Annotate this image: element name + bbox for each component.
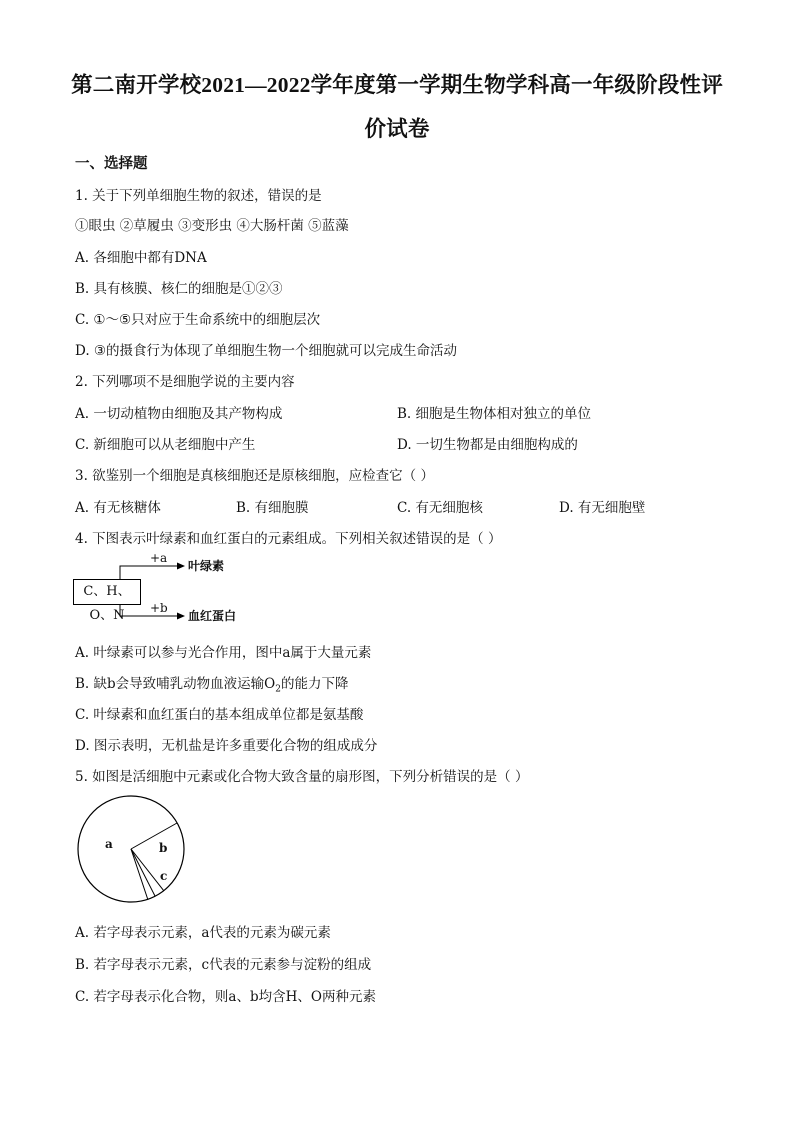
q1-stem: 1. 关于下列单细胞生物的叙述，错误的是 bbox=[75, 188, 322, 204]
q4-option-b-post: 的能力下降 bbox=[280, 676, 349, 692]
q2-stem: 2. 下列哪项不是细胞学说的主要内容 bbox=[75, 374, 295, 390]
q1-option-b: B. 具有核膜、核仁的细胞是①②③ bbox=[75, 281, 283, 297]
q5-stem: 5. 如图是活细胞中元素或化合物大致含量的扇形图，下列分析错误的是（ ） bbox=[75, 769, 529, 785]
q4-option-b bbox=[75, 672, 348, 695]
q4-option-d: D. 图示表明，无机盐是许多重要化合物的组成成分 bbox=[75, 738, 378, 754]
q2-option-b: B. 细胞是生物体相对独立的单位 bbox=[397, 406, 592, 422]
q3-option-b: B. 有细胞膜 bbox=[236, 500, 309, 516]
q2-option-a: A. 一切动植物由细胞及其产物构成 bbox=[75, 406, 283, 422]
q3-option-a: A. 有无核糖体 bbox=[75, 500, 161, 516]
q4-option-a: A. 叶绿素可以参与光合作用，图中a属于大量元素 bbox=[75, 645, 372, 661]
pie-label-b: b bbox=[159, 841, 168, 855]
q1-items: ①眼虫 ②草履虫 ③变形虫 ④大肠杆菌 ⑤蓝藻 bbox=[75, 218, 349, 234]
q4-option-b-subscript: 2 bbox=[275, 684, 281, 695]
q2-option-d: D. 一切生物都是由细胞构成的 bbox=[397, 437, 578, 453]
hemoglobin-label: 血红蛋白 bbox=[188, 609, 237, 623]
q1-option-d: D. ③的摄食行为体现了单细胞生物一个细胞就可以完成生命活动 bbox=[75, 343, 458, 359]
q4-stem: 4. 下图表示叶绿素和血红蛋白的元素组成。下列相关叙述错误的是（ ） bbox=[75, 531, 502, 547]
element-box: C、H、O、N bbox=[73, 579, 141, 605]
q3-option-c: C. 有无细胞核 bbox=[397, 500, 483, 516]
q5-option-b: B. 若字母表示元素，c代表的元素参与淀粉的组成 bbox=[75, 957, 372, 973]
q2-option-c: C. 新细胞可以从老细胞中产生 bbox=[75, 437, 256, 453]
exam-title-line2: 价试卷 bbox=[364, 117, 430, 141]
q5-option-c: C. 若字母表示化合物，则a、b均含H、O两种元素 bbox=[75, 989, 376, 1005]
q1-option-a: A. 各细胞中都有DNA bbox=[75, 250, 207, 266]
exam-title-line1: 第二南开学校2021—2022学年度第一学期生物学科高一年级阶段性评 bbox=[71, 73, 723, 97]
q4-option-c: C. 叶绿素和血红蛋白的基本组成单位都是氨基酸 bbox=[75, 707, 364, 723]
pie-label-c: c bbox=[160, 869, 168, 883]
plus-b-label: +b bbox=[150, 601, 168, 615]
q3-option-d: D. 有无细胞壁 bbox=[559, 500, 646, 516]
chlorophyll-label: 叶绿素 bbox=[188, 559, 225, 573]
q4-option-b-pre: B. 缺b会导致哺乳动物血液运输O bbox=[75, 676, 276, 692]
section-heading: 一、选择题 bbox=[75, 155, 148, 172]
pie-chart bbox=[76, 794, 186, 904]
q1-option-c: C. ①～⑤只对应于生命系统中的细胞层次 bbox=[75, 312, 321, 328]
plus-a-label: +a bbox=[150, 551, 168, 565]
q3-stem: 3. 欲鉴别一个细胞是真核细胞还是原核细胞，应检查它（ ） bbox=[75, 468, 434, 484]
q5-option-a: A. 若字母表示元素，a代表的元素为碳元素 bbox=[75, 925, 331, 941]
pie-label-a: a bbox=[105, 837, 113, 851]
